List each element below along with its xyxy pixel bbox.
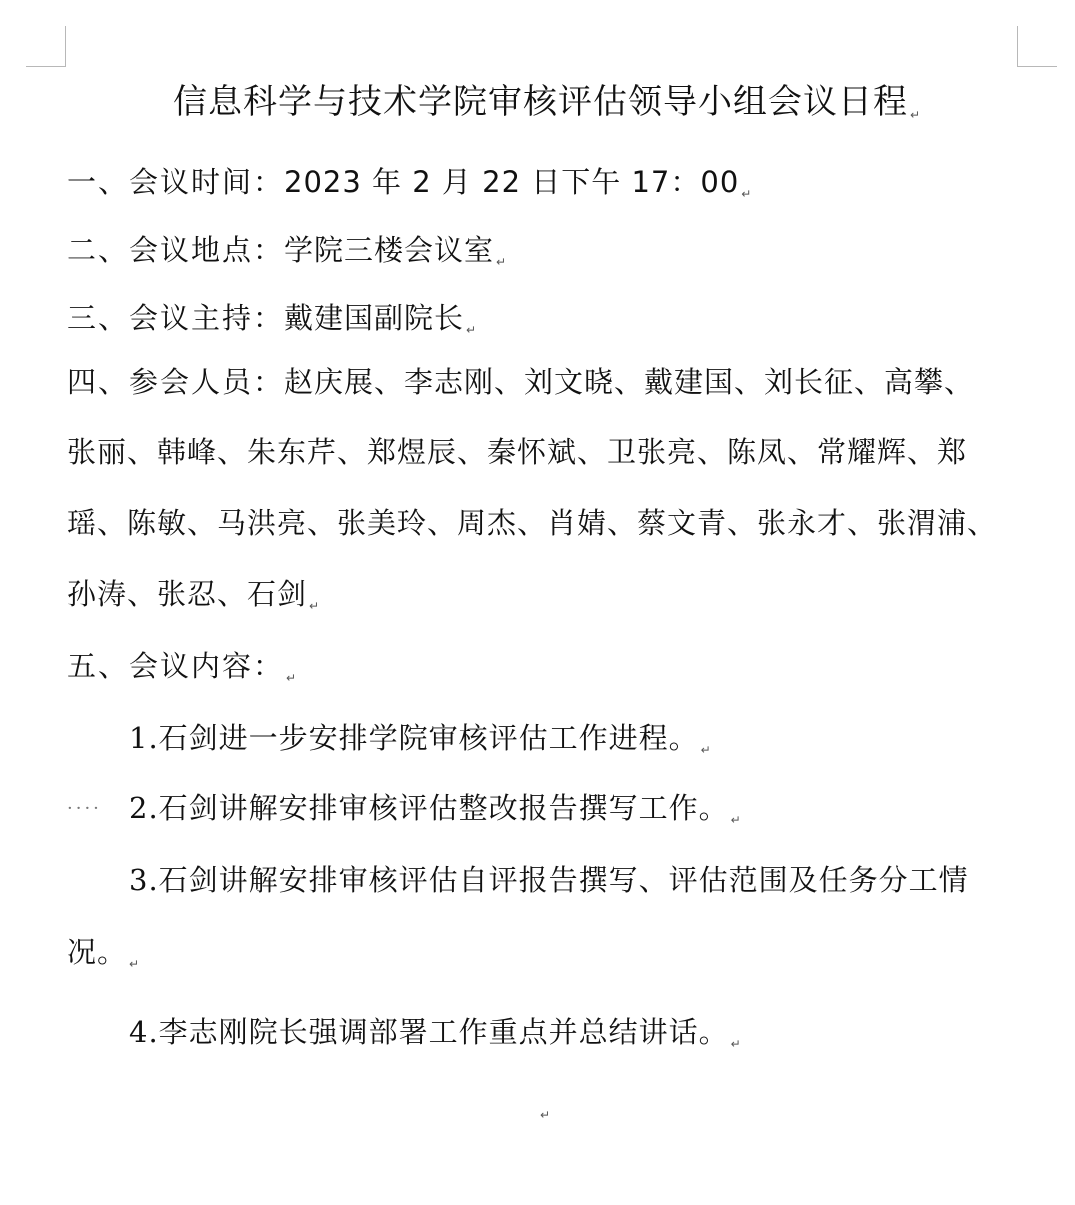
content-point-4 [129, 1012, 742, 1064]
attendees-names: 赵庆展、李志刚、刘文晓、戴建国、刘长征、高攀、 [284, 365, 975, 399]
meeting-time-value: 2023 年 2 月 22 日下午 17：00 [284, 165, 740, 199]
attendees-label: 四、参会人员： [67, 365, 285, 399]
content-heading-line [67, 646, 297, 698]
paragraph-mark: ↵ [741, 187, 753, 201]
crop-mark-top-left-vertical [65, 26, 66, 66]
content-point-1 [129, 718, 712, 770]
paragraph-mark: ↵ [730, 813, 742, 827]
paragraph-mark: ↵ [286, 671, 298, 685]
attendees-names: 张丽、韩峰、朱东芹、郑煜辰、秦怀斌、卫张亮、陈凤、常耀辉、郑 [67, 435, 968, 469]
meeting-place-value: 学院三楼会议室 [284, 233, 495, 267]
crop-mark-top-right-horizontal [1017, 66, 1057, 67]
attendees-names: 孙涛、张忍、石剑 [67, 577, 308, 611]
content-point-text: 4.李志刚院长强调部署工作重点并总结讲话。 [129, 1015, 729, 1049]
attendees-line-1 [67, 362, 974, 402]
meeting-place-line [67, 230, 507, 282]
content-point-text: 2.石剑讲解安排审核评估整改报告撰写工作。 [129, 791, 729, 825]
content-point-text: 3.石剑讲解安排审核评估自评报告撰写、评估范围及任务分工情 [129, 863, 969, 897]
meeting-time-label: 一、会议时间： [67, 165, 285, 199]
content-label: 五、会议内容： [67, 649, 285, 683]
paragraph-mark: ↵ [309, 599, 321, 613]
crop-mark-top-right-vertical [1017, 26, 1018, 66]
paragraph-mark: ↵ [909, 108, 922, 122]
meeting-host-label: 三、会议主持： [67, 301, 285, 335]
paragraph-mark: ↵ [730, 1037, 742, 1051]
attendees-line-2 [67, 432, 967, 472]
tab-leader-dots: ···· [67, 798, 102, 819]
paragraph-mark: ↵ [700, 743, 712, 757]
attendees-names: 瑶、陈敏、马洪亮、张美玲、周杰、肖婧、蔡文青、张永才、张渭浦、 [67, 506, 998, 540]
crop-mark-top-left-horizontal [26, 66, 66, 67]
paragraph-mark: ↵ [496, 255, 508, 269]
attendees-line-4 [67, 574, 320, 626]
meeting-host-value: 戴建国副院长 [284, 301, 465, 335]
content-point-text: 况。 [67, 935, 128, 969]
content-point-text: 1.石剑进一步安排学院审核评估工作进程。 [129, 721, 699, 755]
content-point-3 [129, 860, 969, 900]
paragraph-mark: ↵ [466, 323, 478, 337]
meeting-place-label: 二、会议地点： [67, 233, 285, 267]
content-point-3-continued [67, 932, 140, 984]
meeting-time-line [67, 162, 752, 214]
document-title [67, 78, 1027, 139]
content-point-2 [67, 788, 742, 840]
title-text: 信息科学与技术学院审核评估领导小组会议日程 [172, 82, 908, 122]
empty-paragraph-mark: ↵ [540, 1108, 551, 1122]
meeting-host-line [67, 298, 477, 350]
attendees-line-3 [67, 503, 997, 543]
paragraph-mark: ↵ [129, 957, 141, 971]
